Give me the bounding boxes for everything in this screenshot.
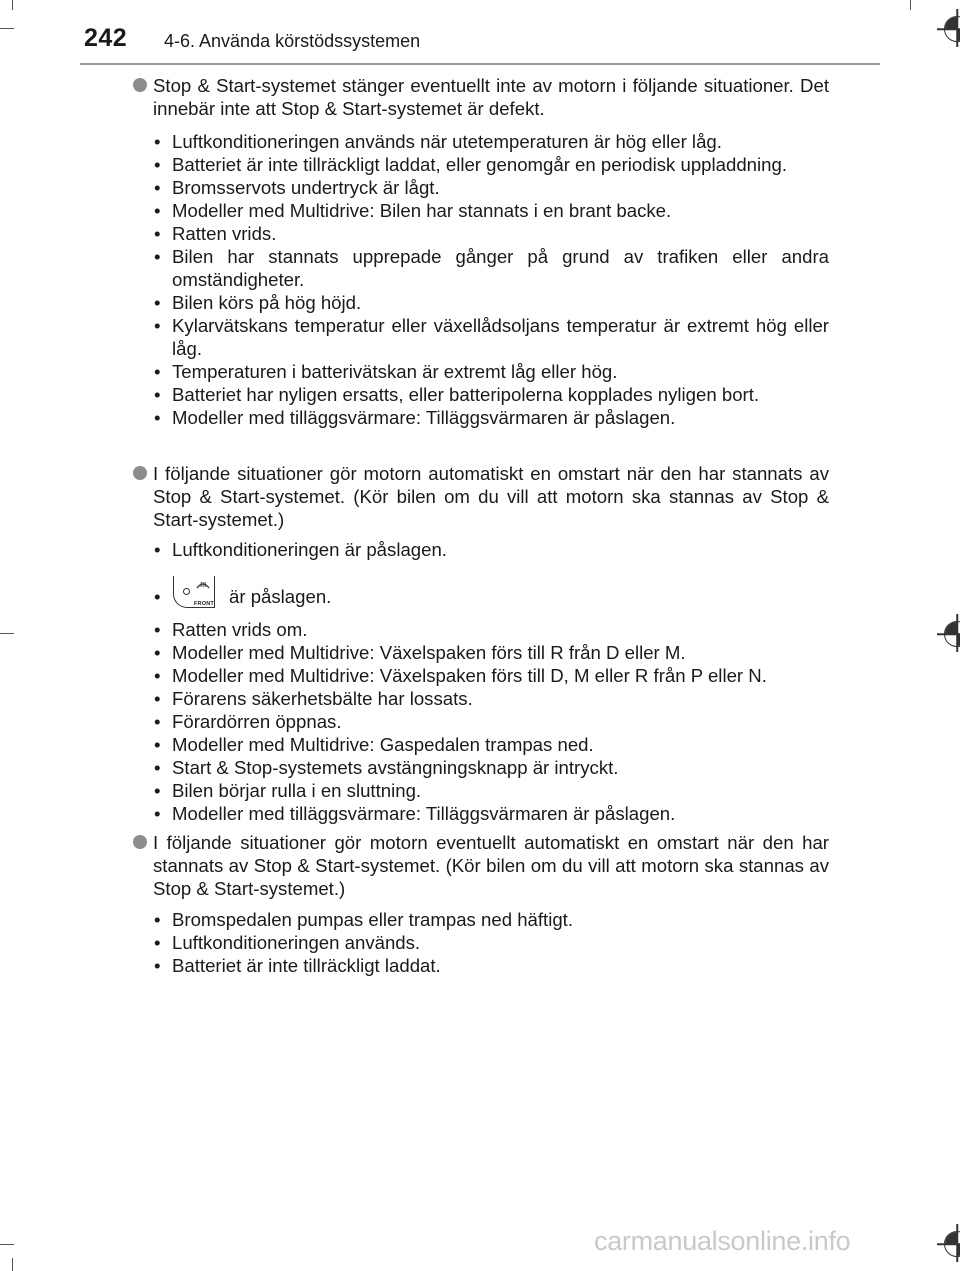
bullet-list-3	[153, 908, 829, 977]
button-line-text: är påslagen.	[229, 586, 332, 607]
list-item: • Temperaturen i batterivätskan är extremt låg eller hög.	[153, 360, 829, 383]
page-number: 242	[84, 24, 128, 52]
bullet-dot-icon	[133, 466, 147, 480]
defroster-waves-icon	[196, 579, 210, 591]
list-item: • Luftkonditioneringen är påslagen.	[153, 538, 829, 561]
bullet-dot-icon	[133, 78, 147, 92]
list-item: • Modeller med Multidrive: Bilen har stannats i en brant backe.	[153, 199, 829, 222]
paragraph-3	[133, 831, 829, 900]
list-item: • Bromsservots undertryck är lågt.	[153, 176, 829, 199]
list-item: • Bilen körs på hög höjd.	[153, 291, 829, 314]
list-item: • Batteriet är inte tillräckligt laddat.	[153, 954, 829, 977]
list-item: • Ratten vrids om.	[153, 618, 829, 641]
list-item: • Bilen har stannats upprepade gånger på grund av trafiken eller andra omständigheter.	[153, 245, 829, 291]
watermark: carmanualsonline.info	[594, 1226, 851, 1256]
list-item: • Kylarvätskans temperatur eller växellådsoljans temperatur är extremt hög eller låg.	[153, 314, 829, 360]
bullet-list-2a	[153, 538, 829, 561]
paragraph-2	[133, 462, 829, 531]
indicator-light-icon	[183, 588, 190, 595]
list-item: • Bilen börjar rulla i en sluttning.	[153, 779, 829, 802]
bullet-glyph: •	[154, 586, 161, 607]
paragraph-1	[133, 74, 829, 120]
list-item: • Modeller med Multidrive: Växelspaken förs till R från D eller M.	[153, 641, 829, 664]
list-item: • Modeller med Multidrive: Växelspaken förs till D, M eller R från P eller N.	[153, 664, 829, 687]
list-item: • Modeller med tilläggsvärmare: Tilläggsvärmaren är påslagen.	[153, 406, 829, 429]
paragraph-text: Stop & Start-systemet stänger eventuellt inte av motorn i följande situationer. Det innebär inte att Stop & Start-systemet är defekt.	[153, 75, 829, 119]
list-item: • Start & Stop-systemets avstängningsknapp är intryckt.	[153, 756, 829, 779]
paragraph-text: I följande situationer gör motorn eventuellt automatiskt en omstart när den har stannats av Stop & Start-systemet. (Kör bilen om du vill att motorn ska stannas av Stop & Start-systemet.)	[153, 832, 829, 899]
front-defroster-button-icon	[173, 576, 215, 608]
list-item: • Batteriet har nyligen ersatts, eller batteripolerna kopplades nyligen bort.	[153, 383, 829, 406]
section-title: 4-6. Använda körstödssystemen	[164, 31, 421, 51]
list-item: • Luftkonditioneringen används när utetemperaturen är hög eller låg.	[153, 130, 829, 153]
list-item: • Förarens säkerhetsbälte har lossats.	[153, 687, 829, 710]
list-item: • Modeller med tilläggsvärmare: Tilläggsvärmaren är påslagen.	[153, 802, 829, 825]
list-item: • Förardörren öppnas.	[153, 710, 829, 733]
front-button-label: FRONT	[194, 601, 214, 607]
bullet-list-1	[153, 130, 829, 429]
list-item: • Bromspedalen pumpas eller trampas ned häftigt.	[153, 908, 829, 931]
bullet-dot-icon	[133, 835, 147, 849]
list-item: • Ratten vrids.	[153, 222, 829, 245]
bullet-list-2b	[153, 618, 829, 825]
list-item: • Modeller med Multidrive: Gaspedalen trampas ned.	[153, 733, 829, 756]
list-item: • Batteriet är inte tillräckligt laddat, eller genomgår en periodisk uppladdning.	[153, 153, 829, 176]
list-item: • Luftkonditioneringen används.	[153, 931, 829, 954]
paragraph-text: I följande situationer gör motorn automatiskt en omstart när den har stannats av Stop & Start-systemet. (Kör bilen om du vill att motorn ska stannas av Stop & Start-systemet.)	[153, 463, 829, 530]
